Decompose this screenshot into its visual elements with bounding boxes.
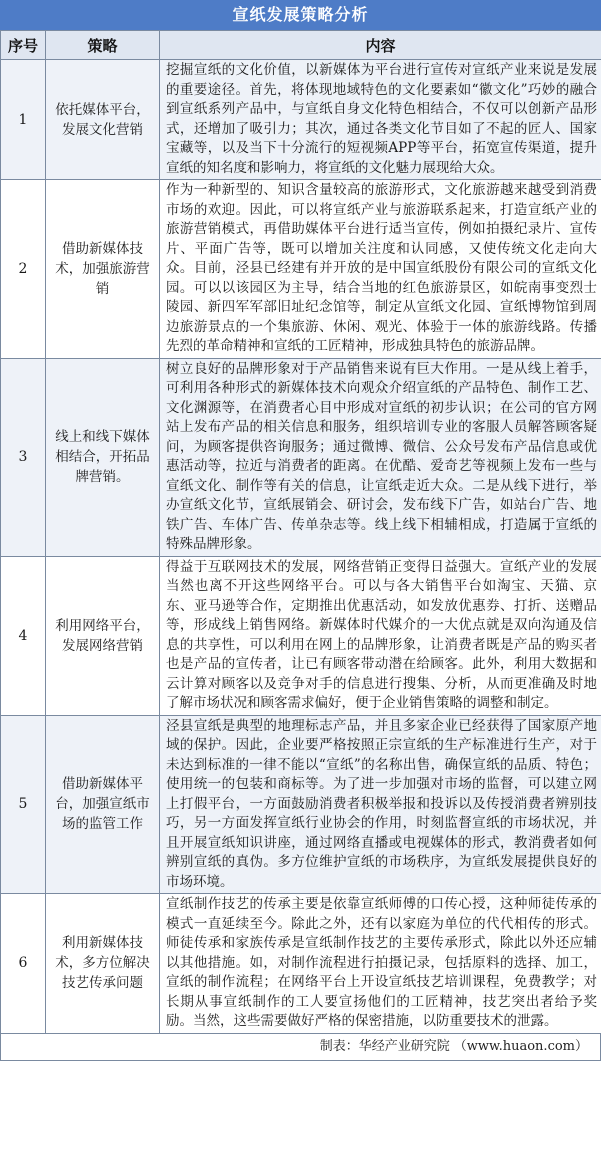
footer-source: 制表：华经产业研究院 — [319, 1038, 450, 1054]
row-content: 树立良好的品牌形象对于产品销售来说有巨大作用。一是从线上着手，可利用各种形式的新媒体技术向观众介绍宣纸的产品特色、制作工艺、文化渊源等，在消费者心目中形成对宣纸的初步认识；在公司的官方网站上发布产品的相关信息和服务，组织培训专业的客服人员解答顾客疑问，为顾客提供咨询服务；通过微博、微信、公众号发布产品信息或优惠活动等，拉近与消费者的距离。在优酷、爱奇艺等视频上发布一些与宣纸文化、制作等有关的信息，让宣纸走近大众。二是从线下进行，举办宣纸文化节，宣纸展销会、研讨会，发布线下广告，如站台广告、地铁广告、车体广告、传单杂志等。线上线下相辅相成，打造属于宣纸的特殊品牌形象。 — [160, 358, 601, 556]
table-row — [1, 180, 601, 359]
table-row — [1, 894, 601, 1034]
table-row — [1, 715, 601, 894]
row-index: 5 — [1, 715, 46, 894]
row-strategy: 利用新媒体技术，多方位解决技艺传承问题 — [46, 894, 160, 1034]
table-row — [1, 556, 601, 715]
row-strategy: 借助新媒体技术，加强旅游营销 — [46, 180, 160, 359]
table-row — [1, 60, 601, 180]
row-content: 挖掘宣纸的文化价值，以新媒体为平台进行宣传对宣纸产业来说是发展的重要途径。首先，将体现地域特色的文化要素如“徽文化”巧妙的融合到宣纸系列产品中，与宣纸自身文化特色相结合，不仅可以创新产品形式，还增加了吸引力；其次，通过各类文化节目如了不起的匠人、国家宝藏等，以及当下十分流行的短视频APP等平台，拓宽宣传渠道，提升宣纸的知名度和影响力，将宣纸的文化魅力展现给大众。 — [160, 60, 601, 180]
row-content: 作为一种新型的、知识含量较高的旅游形式，文化旅游越来越受到消费市场的欢迎。因此，可以将宣纸产业与旅游联系起来，打造宣纸产业的旅游营销模式，再借助媒体平台进行适当宣传，例如拍摄纪录片、宣传片、平面广告等，既可以增加关注度和认同感，又使传统文化走向大众。目前，泾县已经建有并开放的是中国宣纸股份有限公司的宣纸文化园。可以以该园区为主导，结合当地的红色旅游景区，如皖南事变烈士陵园、新四军军部旧址纪念馆等，制定从宣纸文化园、宣纸博物馆到周边旅游景点的一个集旅游、休闲、观光、体验于一体的旅游线路。传播先烈的革命精神和宣纸的工匠精神，形成独具特色的旅游品牌。 — [160, 180, 601, 359]
row-strategy: 借助新媒体平台，加强宣纸市场的监管工作 — [46, 715, 160, 894]
row-index: 6 — [1, 894, 46, 1034]
header-content: 内容 — [160, 31, 601, 60]
row-strategy: 利用网络平台，发展网络营销 — [46, 556, 160, 715]
row-strategy: 线上和线下媒体相结合，开拓品牌营销。 — [46, 358, 160, 556]
row-index: 2 — [1, 180, 46, 359]
footer-url: （www.huaon.com） — [453, 1038, 588, 1054]
row-index: 3 — [1, 358, 46, 556]
row-content: 宣纸制作技艺的传承主要是依靠宣纸师傅的口传心授，这种师徒传承的模式一直延续至今。除此之外，还有以家庭为单位的代代相传的形式。师徒传承和家族传承是宣纸制作技艺的主要传承形式，除此以外还应辅以其他措施。如，对制作流程进行拍摄记录，包括原料的选择、加工，宣纸的制作流程；在网络平台上开设宣纸技艺培训课程，免费教学；对长期从事宣纸制作的工人要宣扬他们的工匠精神，技艺突出者给予奖励。当然，这些需要做好严格的保密措施，以防重要技术的泄露。 — [160, 894, 601, 1034]
table-header-row — [1, 31, 601, 60]
row-strategy: 依托媒体平台，发展文化营销 — [46, 60, 160, 180]
strategy-table — [0, 30, 601, 1034]
table-footer — [0, 1034, 601, 1061]
row-content: 泾县宣纸是典型的地理标志产品，并且多家企业已经获得了国家原产地域的保护。因此，企业要严格按照正宗宣纸的生产标准进行生产，对于未达到标准的一律不能以“宣纸”的名称出售，确保宣纸的品质、特色；使用统一的包装和商标等。为了进一步加强对市场的监督，可以建立网上打假平台，一方面鼓励消费者积极举报和投诉以及传授消费者辨别技巧，另一方面发挥宣纸行业协会的作用，时刻监督宣纸的市场状况，并且开展宣纸知识讲座，通过网络直播或电视媒体的形式，教消费者如何辨别宣纸的真伪。多方位维护宣纸的市场秩序，为宣纸发展提供良好的市场环境。 — [160, 715, 601, 894]
row-content: 得益于互联网技术的发展，网络营销正变得日益强大。宣纸产业的发展当然也离不开这些网络平台。可以与各大销售平台如淘宝、天猫、京东、亚马逊等合作，定期推出优惠活动，如发放优惠券、打折、送赠品等，形成线上销售网络。新媒体时代媒介的一大优点就是双向沟通及信息的共享性，可以利用在网上的品牌形象，让消费者既是产品的购买者也是产品的宣传者，让已有顾客带动潜在给顾客。此外，利用大数据和云计算对顾客以及竞争对手的信息进行搜集、分析，从而更准确及时地了解市场状况和顾客需求偏好，便于企业销售策略的调整和制定。 — [160, 556, 601, 715]
row-index: 4 — [1, 556, 46, 715]
table-row — [1, 358, 601, 556]
row-index: 1 — [1, 60, 46, 180]
header-index: 序号 — [1, 31, 46, 60]
page-title: 宣纸发展策略分析 — [0, 0, 601, 30]
header-strategy: 策略 — [46, 31, 160, 60]
